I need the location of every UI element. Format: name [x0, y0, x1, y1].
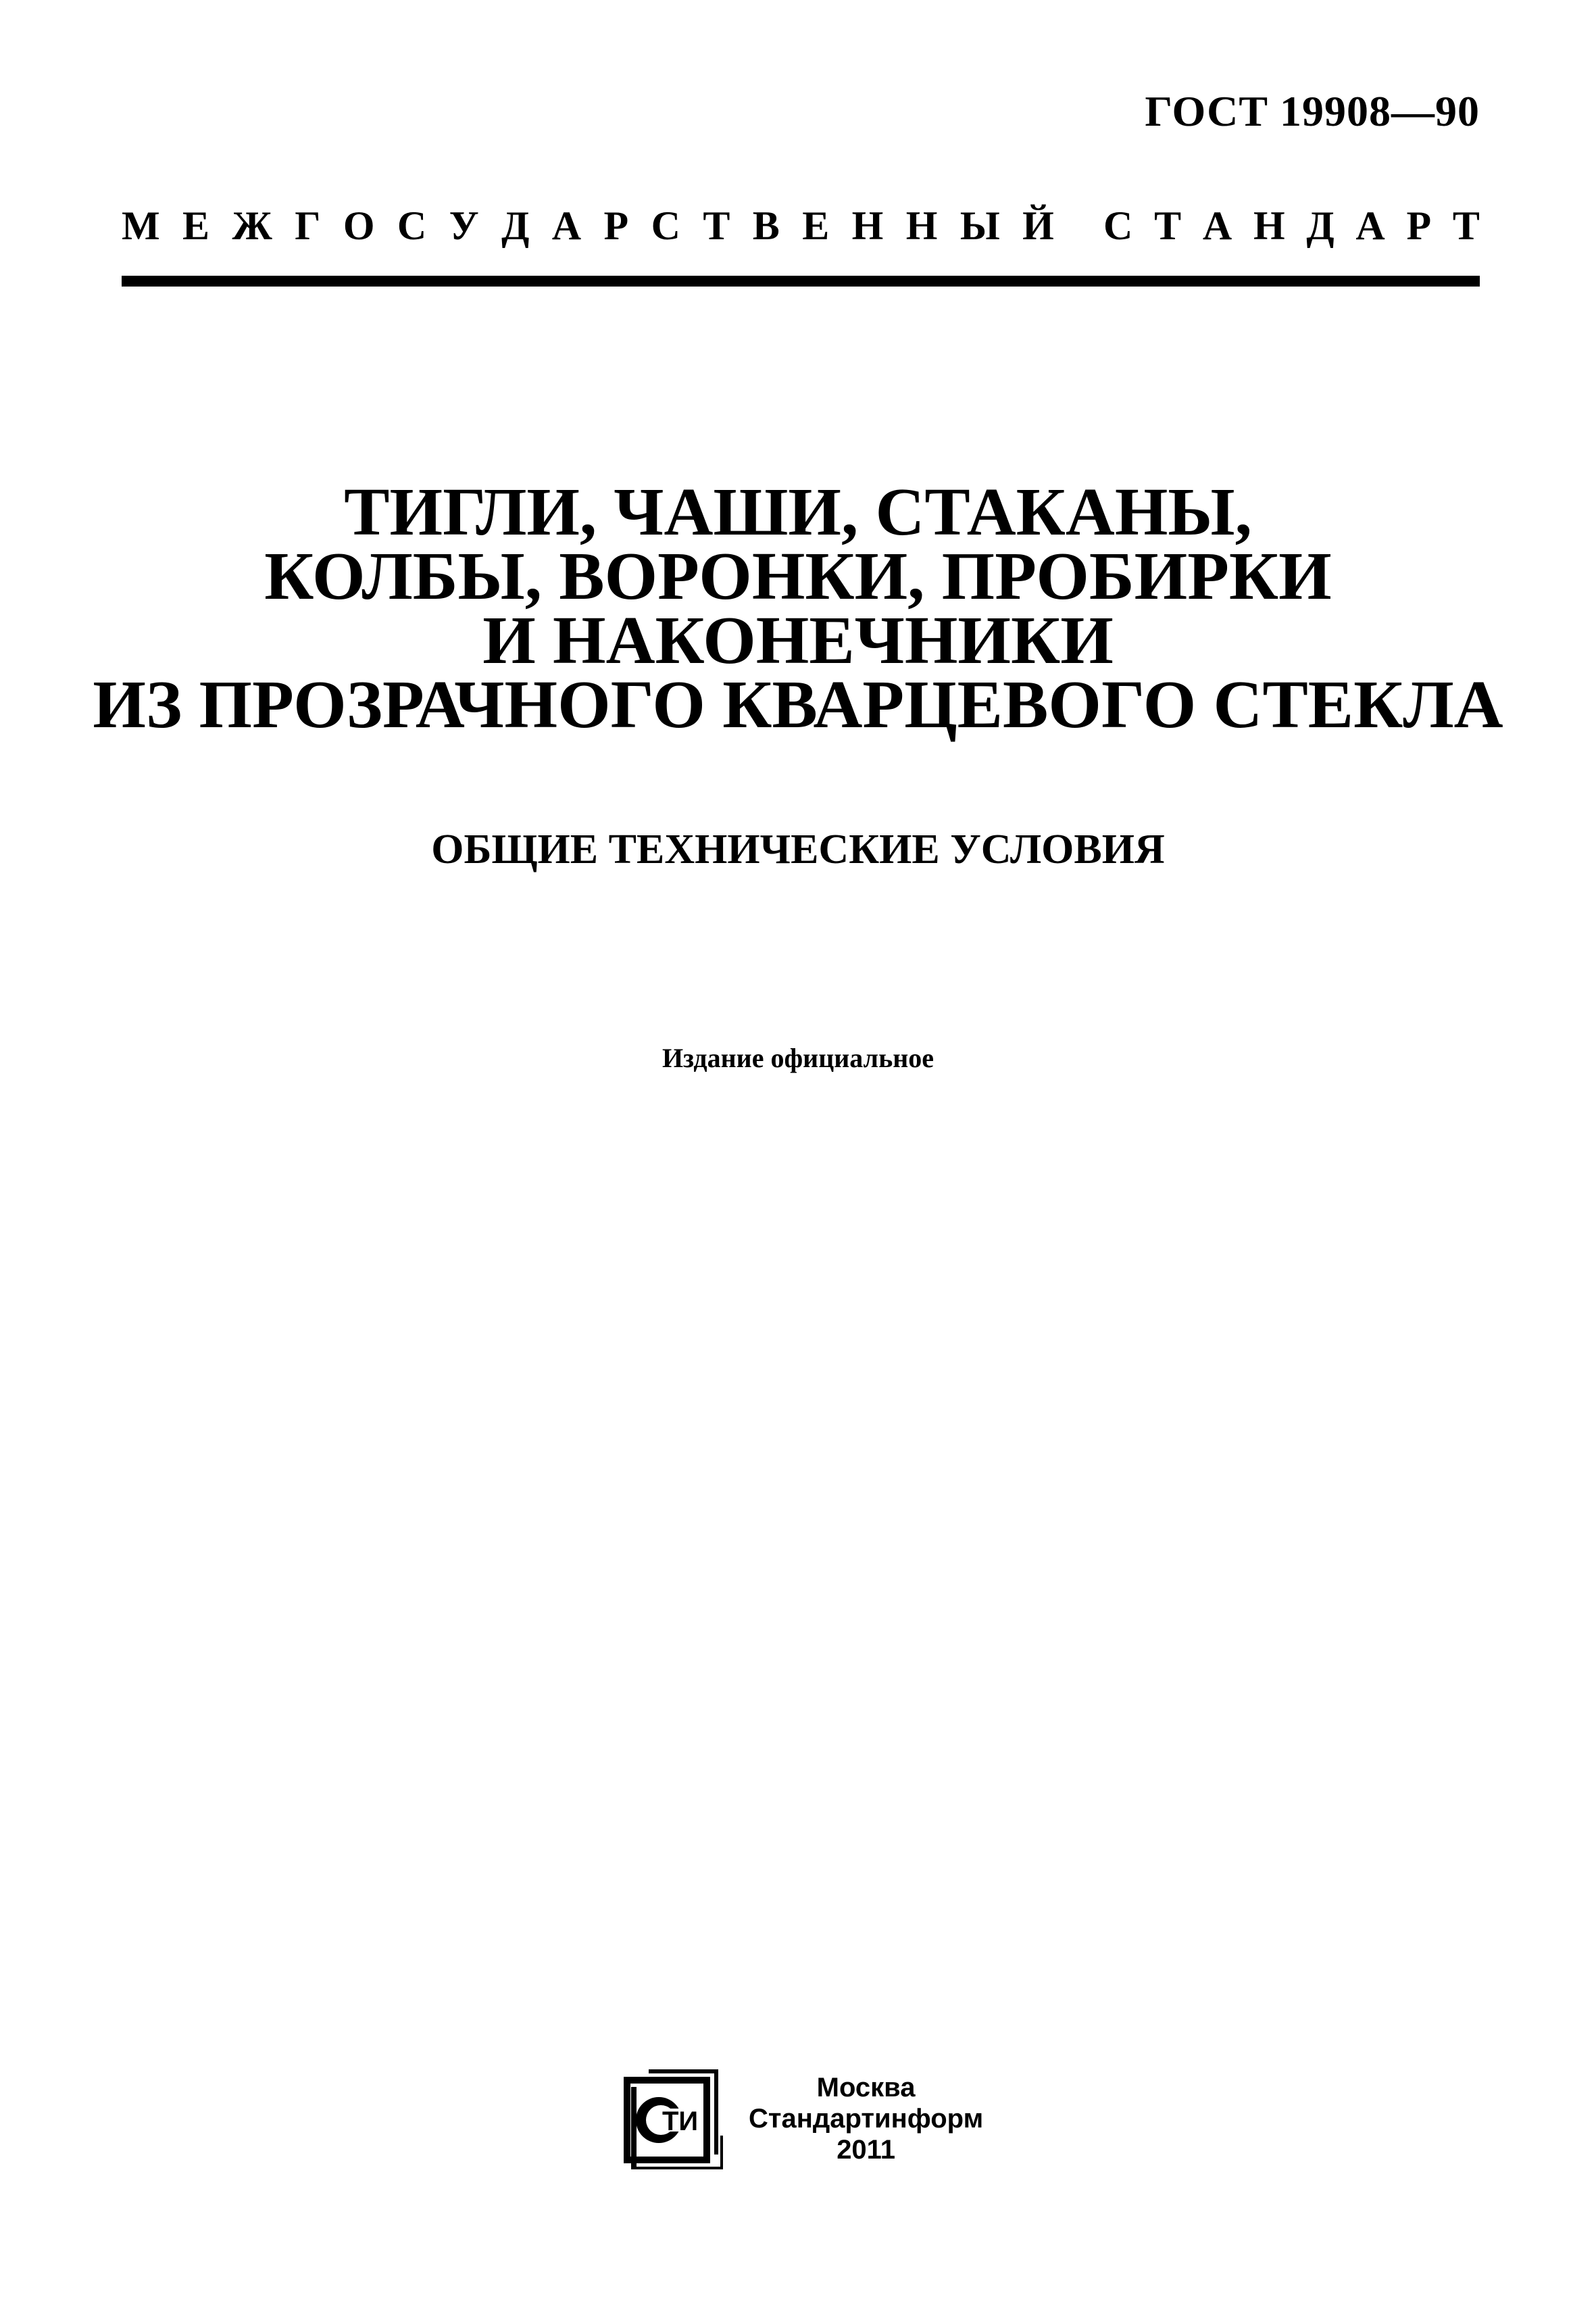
publisher-block: [622, 2068, 983, 2169]
imprint-city: Москва: [816, 2073, 916, 2102]
edition-note: Издание официальное: [662, 1043, 934, 1073]
imprint: [749, 2072, 983, 2165]
heading-letter: Н: [905, 203, 938, 248]
title-line-1: ТИГЛИ, ЧАШИ, СТАКАНЫ,: [344, 474, 1252, 549]
heading-letter: Р: [603, 203, 629, 248]
heading-letter: Р: [1406, 203, 1432, 248]
standard-type-word-2: [1103, 203, 1480, 249]
title-line-2: КОЛБЫ, ВОРОНКИ, ПРОБИРКИ: [264, 538, 1332, 614]
heading-letter: Т: [703, 203, 730, 248]
imprint-year: 2011: [837, 2135, 895, 2165]
heading-letter: Г: [295, 203, 321, 248]
heading-letter: Ж: [232, 203, 272, 248]
heading-letter: Е: [802, 203, 830, 248]
heading-letter: М: [122, 203, 160, 248]
imprint-publisher: Стандартинформ: [749, 2104, 984, 2134]
heading-letter: У: [449, 203, 479, 248]
heading-letter: Т: [1154, 203, 1182, 248]
heading-letter: А: [1355, 203, 1385, 248]
title-line-3: И НАКОНЕЧНИКИ: [482, 602, 1114, 678]
heading-letter: А: [1202, 203, 1232, 248]
header-rule: [122, 276, 1480, 287]
heading-letter: Т: [1452, 203, 1480, 248]
heading-letter: С: [397, 203, 427, 248]
heading-letter: Й: [1022, 203, 1054, 248]
gost-number: ГОСТ 19908—90: [1145, 87, 1480, 135]
heading-letter: О: [343, 203, 375, 248]
heading-letter: В: [752, 203, 780, 248]
title-line-4: ИЗ ПРОЗРАЧНОГО КВАРЦЕВОГО СТЕКЛА: [93, 666, 1503, 742]
heading-letter: Н: [851, 203, 884, 248]
document-title: [0, 474, 1596, 742]
heading-letter: С: [1103, 203, 1133, 248]
svg-text:ТИ: ТИ: [662, 2107, 699, 2136]
heading-letter: Д: [501, 203, 530, 248]
heading-letter: С: [651, 203, 680, 248]
heading-letter: А: [551, 203, 582, 248]
heading-letter: Ы: [959, 203, 1000, 248]
standartinform-logo-icon: [622, 2068, 723, 2169]
standard-type-word-1: [122, 203, 1054, 249]
document-subtitle: ОБЩИЕ ТЕХНИЧЕСКИЕ УСЛОВИЯ: [431, 827, 1165, 872]
heading-letter: Д: [1306, 203, 1335, 248]
heading-letter: Е: [182, 203, 210, 248]
standard-type-heading: [122, 203, 1480, 249]
heading-letter: Н: [1253, 203, 1285, 248]
